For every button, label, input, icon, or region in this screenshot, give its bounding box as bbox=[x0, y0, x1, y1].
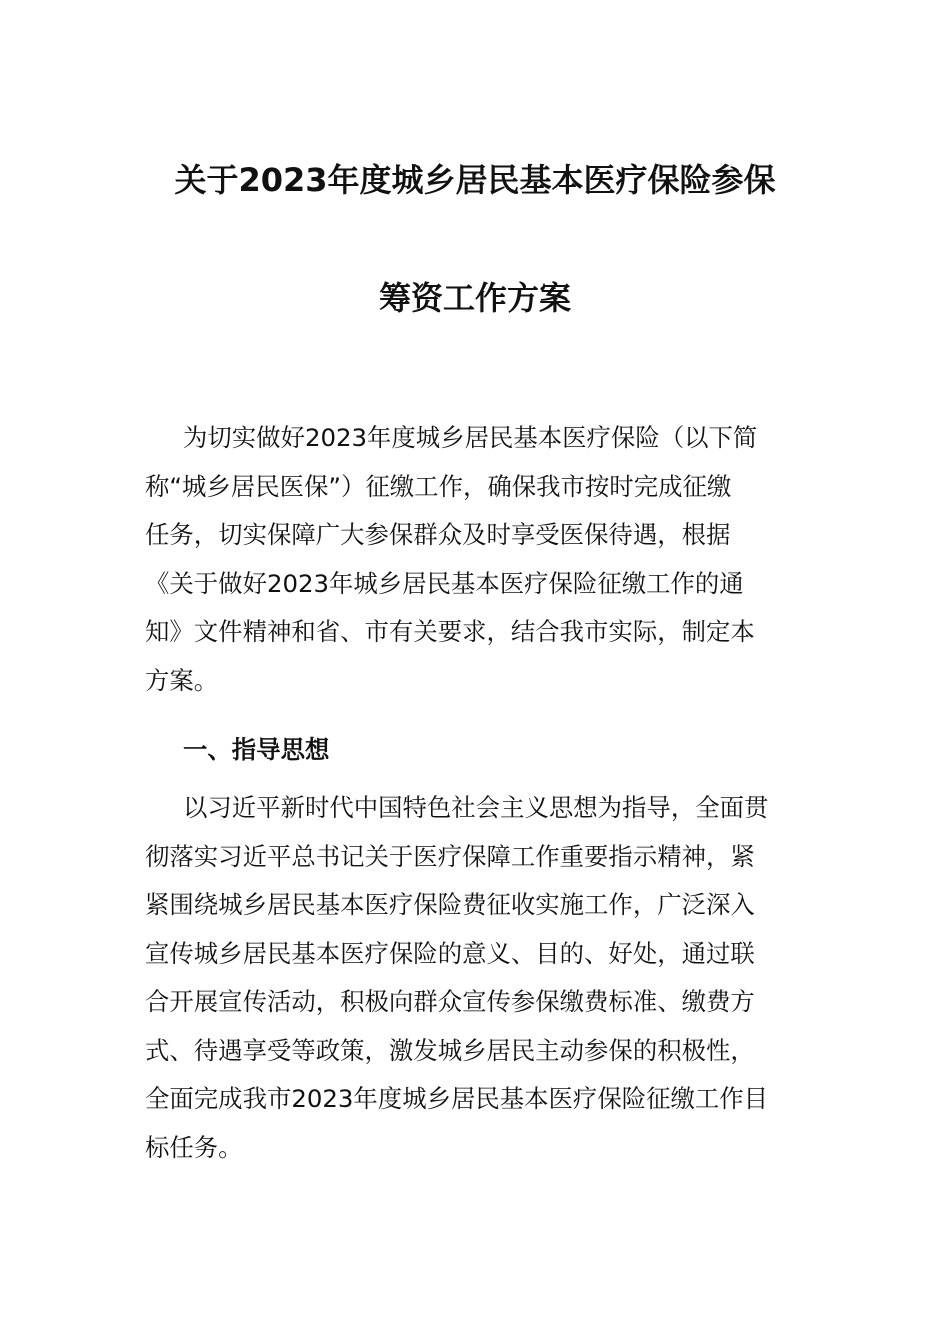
paragraph-line: 方案。 bbox=[145, 665, 219, 695]
paragraph-line: 任务，切实保障广大参保群众及时享受医保待遇，根据 bbox=[145, 520, 731, 549]
paragraph-line: 以习近平新时代中国特色社会主义思想为指导，全面贯 bbox=[183, 793, 769, 822]
document-title-line-1: 关于2023年度城乡居民基本医疗保险参保 bbox=[174, 161, 776, 199]
paragraph-line: 式、待遇享受等政策，激发城乡居民主动参保的积极性， bbox=[145, 1035, 755, 1065]
guiding-ideology-paragraph bbox=[145, 784, 810, 1172]
paragraph-line: 称“城乡居民医保”）征缴工作，确保我市按时完成征缴 bbox=[145, 471, 732, 501]
paragraph-line: 为切实做好2023年度城乡居民基本医疗保险（以下简 bbox=[183, 423, 758, 452]
paragraph-line: 紧围绕城乡居民基本医疗保险费征收实施工作，广泛深入 bbox=[145, 890, 755, 919]
paragraph-line: 知》文件精神和省、市有关要求，结合我市实际，制定本 bbox=[145, 617, 755, 646]
paragraph-line: 标任务。 bbox=[145, 1132, 243, 1162]
paragraph-line: 宣传城乡居民基本医疗保险的意义、目的、好处，通过联 bbox=[145, 938, 755, 968]
document-title-line-2: 筹资工作方案 bbox=[378, 279, 571, 317]
paragraph-line: 彻落实习近平总书记关于医疗保障工作重要指示精神，紧 bbox=[145, 841, 755, 871]
paragraph-line: 《关于做好2023年城乡居民基本医疗保险征缴工作的通 bbox=[145, 568, 744, 598]
paragraph-line: 合开展宣传活动，积极向群众宣传参保缴费标准、缴费方 bbox=[145, 987, 755, 1016]
paragraph-line: 全面完成我市2023年度城乡居民基本医疗保险征缴工作目 bbox=[145, 1084, 769, 1113]
intro-paragraph bbox=[145, 414, 810, 705]
section-heading-guiding-ideology: 一、指导思想 bbox=[183, 735, 330, 764]
